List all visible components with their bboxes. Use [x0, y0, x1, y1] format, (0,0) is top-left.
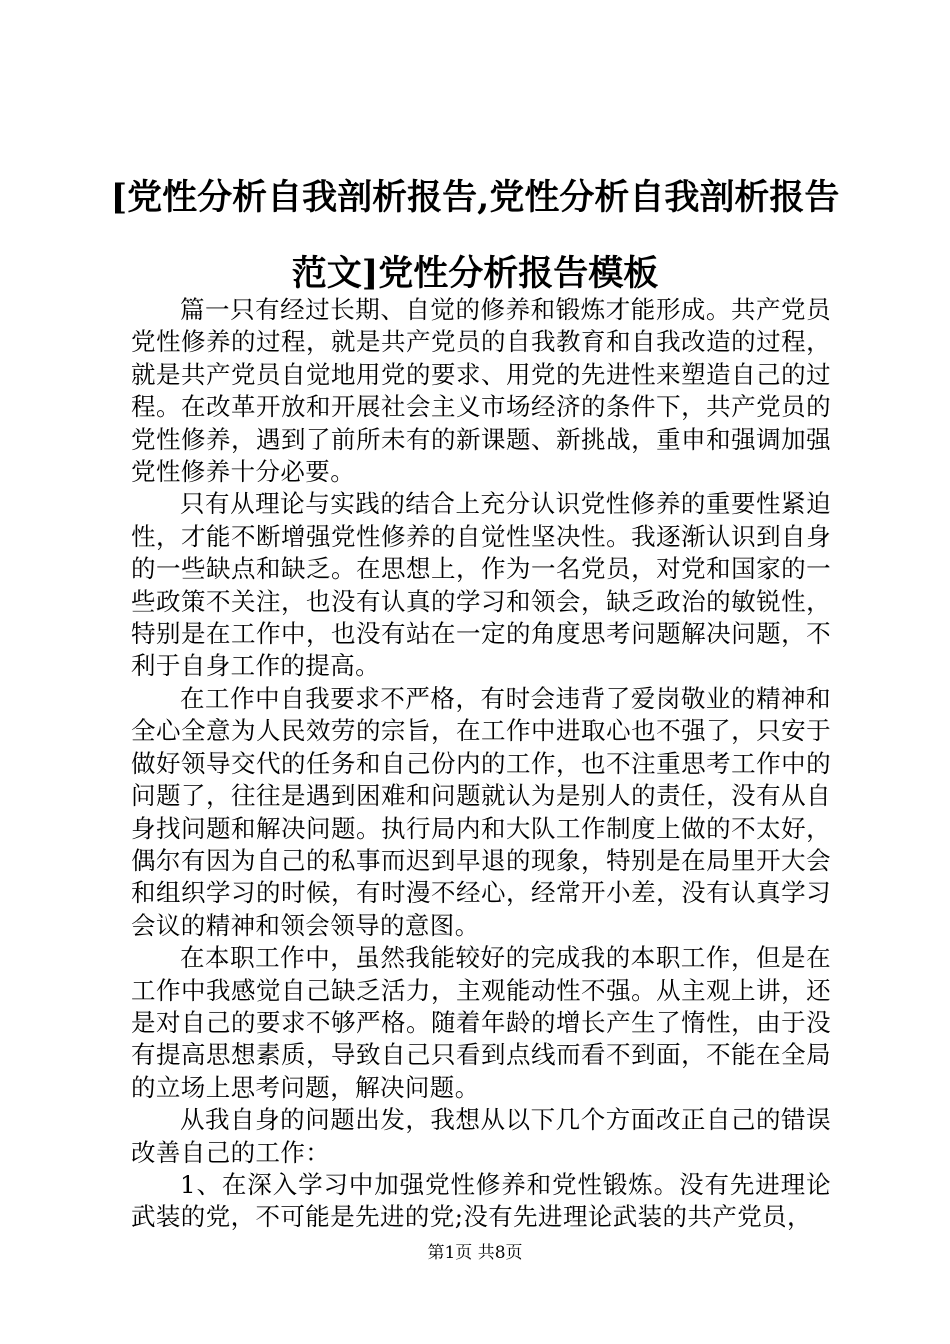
paragraph: 篇一只有经过长期、自觉的修养和锻炼才能形成。共产党员党性修养的过程，就是共产党员的自我教育和自我改造的过程，就是共产党员自觉地用党的要求、用党的先进性来塑造自己的过程。在改革开放和开展社会主义市场经济的条件下，共产党员的党性修养，遇到了前所未有的新课题、新挑战，重申和强调加强党性修养十分必要。 [131, 295, 831, 487]
paragraph: 只有从理论与实践的结合上充分认识党性修养的重要性紧迫性，才能不断增强党性修养的自觉性坚决性。我逐渐认识到自身的一些缺点和缺乏。在思想上，作为一名党员，对党和国家的一些政策不关注，也没有认真的学习和领会，缺乏政治的敏锐性，特别是在工作中，也没有站在一定的角度思考问题解决问题，不利于自身工作的提高。 [131, 489, 831, 681]
paragraph: 在本职工作中，虽然我能较好的完成我的本职工作，但是在工作中我感觉自己缺乏活力，主观能动性不强。从主观上讲，还是对自己的要求不够严格。随着年龄的增长产生了惰性，由于没有提高思想素质，导致自己只看到点线而看不到面，不能在全局的立场上思考问题，解决问题。 [131, 943, 831, 1102]
page-footer: 第1页 共8页 [427, 1243, 523, 1263]
paragraph: 从我自身的问题出发，我想从以下几个方面改正自己的错误改善自己的工作： [131, 1105, 831, 1167]
paragraph: 在工作中自我要求不严格，有时会违背了爱岗敬业的精神和全心全意为人民效劳的宗旨，在工作中进取心也不强了，只安于做好领导交代的任务和自己份内的工作，也不注重思考工作中的问题了，往往是遇到困难和问题就认为是别人的责任，没有从自身找问题和解决问题。执行局内和大队工作制度上做的不太好，偶尔有因为自己的私事而迟到早退的现象，特别是在局里开大会和组织学习的时候，有时漫不经心，经常开小差，没有认真学习会议的精神和领会领导的意图。 [131, 683, 831, 940]
paragraph: 1、在深入学习中加强党性修养和党性锻炼。没有先进理论武装的党，不可能是先进的党;没有先进理论武装的共产党员， [131, 1169, 831, 1232]
document-body [131, 294, 831, 1234]
document-title: [党性分析自我剖析报告,党性分析自我剖析报告范文]党性分析报告模板 [110, 177, 840, 294]
